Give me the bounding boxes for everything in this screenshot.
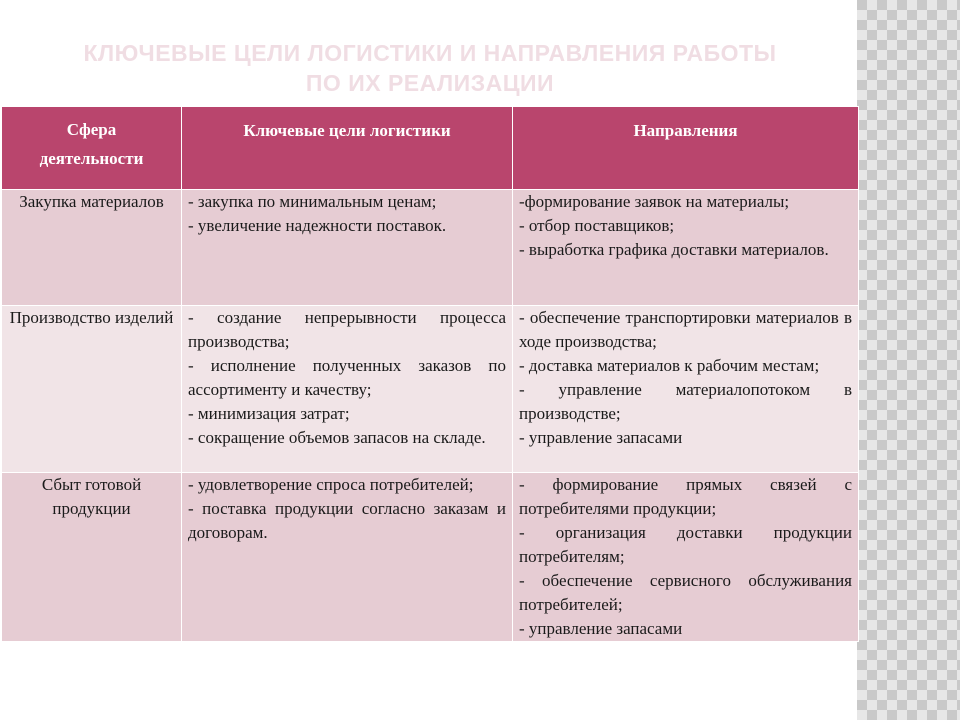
- table-row: [2, 473, 859, 642]
- goal-item: - создание непрерывности процесса производства;: [188, 308, 506, 351]
- slide-title-line-2: ПО ИХ РЕАЛИЗАЦИИ: [305, 70, 555, 96]
- table-row: [2, 306, 859, 473]
- direction-item: - организация доставки продукции потребителям;: [519, 523, 852, 566]
- direction-item: - управление материалопотоком в производстве;: [519, 380, 852, 423]
- decorative-side-pattern: [857, 0, 960, 720]
- cell-sphere: Сбыт готовой продукции: [2, 473, 182, 642]
- direction-item: - управление запасами: [519, 619, 683, 638]
- header-sphere-line-2: деятельности: [39, 149, 144, 168]
- goal-item: - минимизация затрат;: [188, 404, 350, 423]
- direction-item: - обеспечение сервисного обслуживания потребителей;: [519, 571, 852, 614]
- goal-item: - поставка продукции согласно заказам и договорам.: [188, 499, 506, 542]
- direction-item: -формирование заявок на материалы;: [519, 192, 790, 211]
- direction-item: - отбор поставщиков;: [519, 216, 675, 235]
- cell-sphere: Производство изделий: [2, 306, 182, 473]
- direction-item: - управление запасами: [519, 428, 683, 447]
- slide-title-line-1: КЛЮЧЕВЫЕ ЦЕЛИ ЛОГИСТИКИ И НАПРАВЛЕНИЯ РАБОТЫ: [83, 40, 777, 66]
- direction-item: - формирование прямых связей с потребителями продукции;: [519, 475, 852, 518]
- header-sphere: [2, 107, 182, 190]
- logistics-goals-table: [1, 106, 859, 642]
- table-row: [2, 190, 859, 306]
- goal-item: - закупка по минимальным ценам;: [188, 192, 437, 211]
- goal-item: - увеличение надежности поставок.: [188, 216, 447, 235]
- goal-item: - исполнение полученных заказов по ассортименту и качеству;: [188, 356, 506, 399]
- slide-title: [40, 38, 820, 98]
- header-goals: Ключевые цели логистики: [182, 107, 513, 190]
- cell-sphere: Закупка материалов: [2, 190, 182, 306]
- direction-item: - выработка графика доставки материалов.: [519, 240, 829, 259]
- cell-goals: [182, 306, 513, 473]
- goal-item: - удовлетворение спроса потребителей;: [188, 475, 474, 494]
- header-directions: Направления: [513, 107, 859, 190]
- cell-goals: [182, 190, 513, 306]
- cell-directions: [513, 306, 859, 473]
- header-sphere-line-1: Сфера: [66, 120, 117, 139]
- cell-goals: [182, 473, 513, 642]
- cell-directions: [513, 473, 859, 642]
- cell-directions: [513, 190, 859, 306]
- direction-item: - обеспечение транспортировки материалов в ходе производства;: [519, 308, 852, 351]
- direction-item: - доставка материалов к рабочим местам;: [519, 356, 820, 375]
- table-header-row: [2, 107, 859, 190]
- goal-item: - сокращение объемов запасов на складе.: [188, 428, 486, 447]
